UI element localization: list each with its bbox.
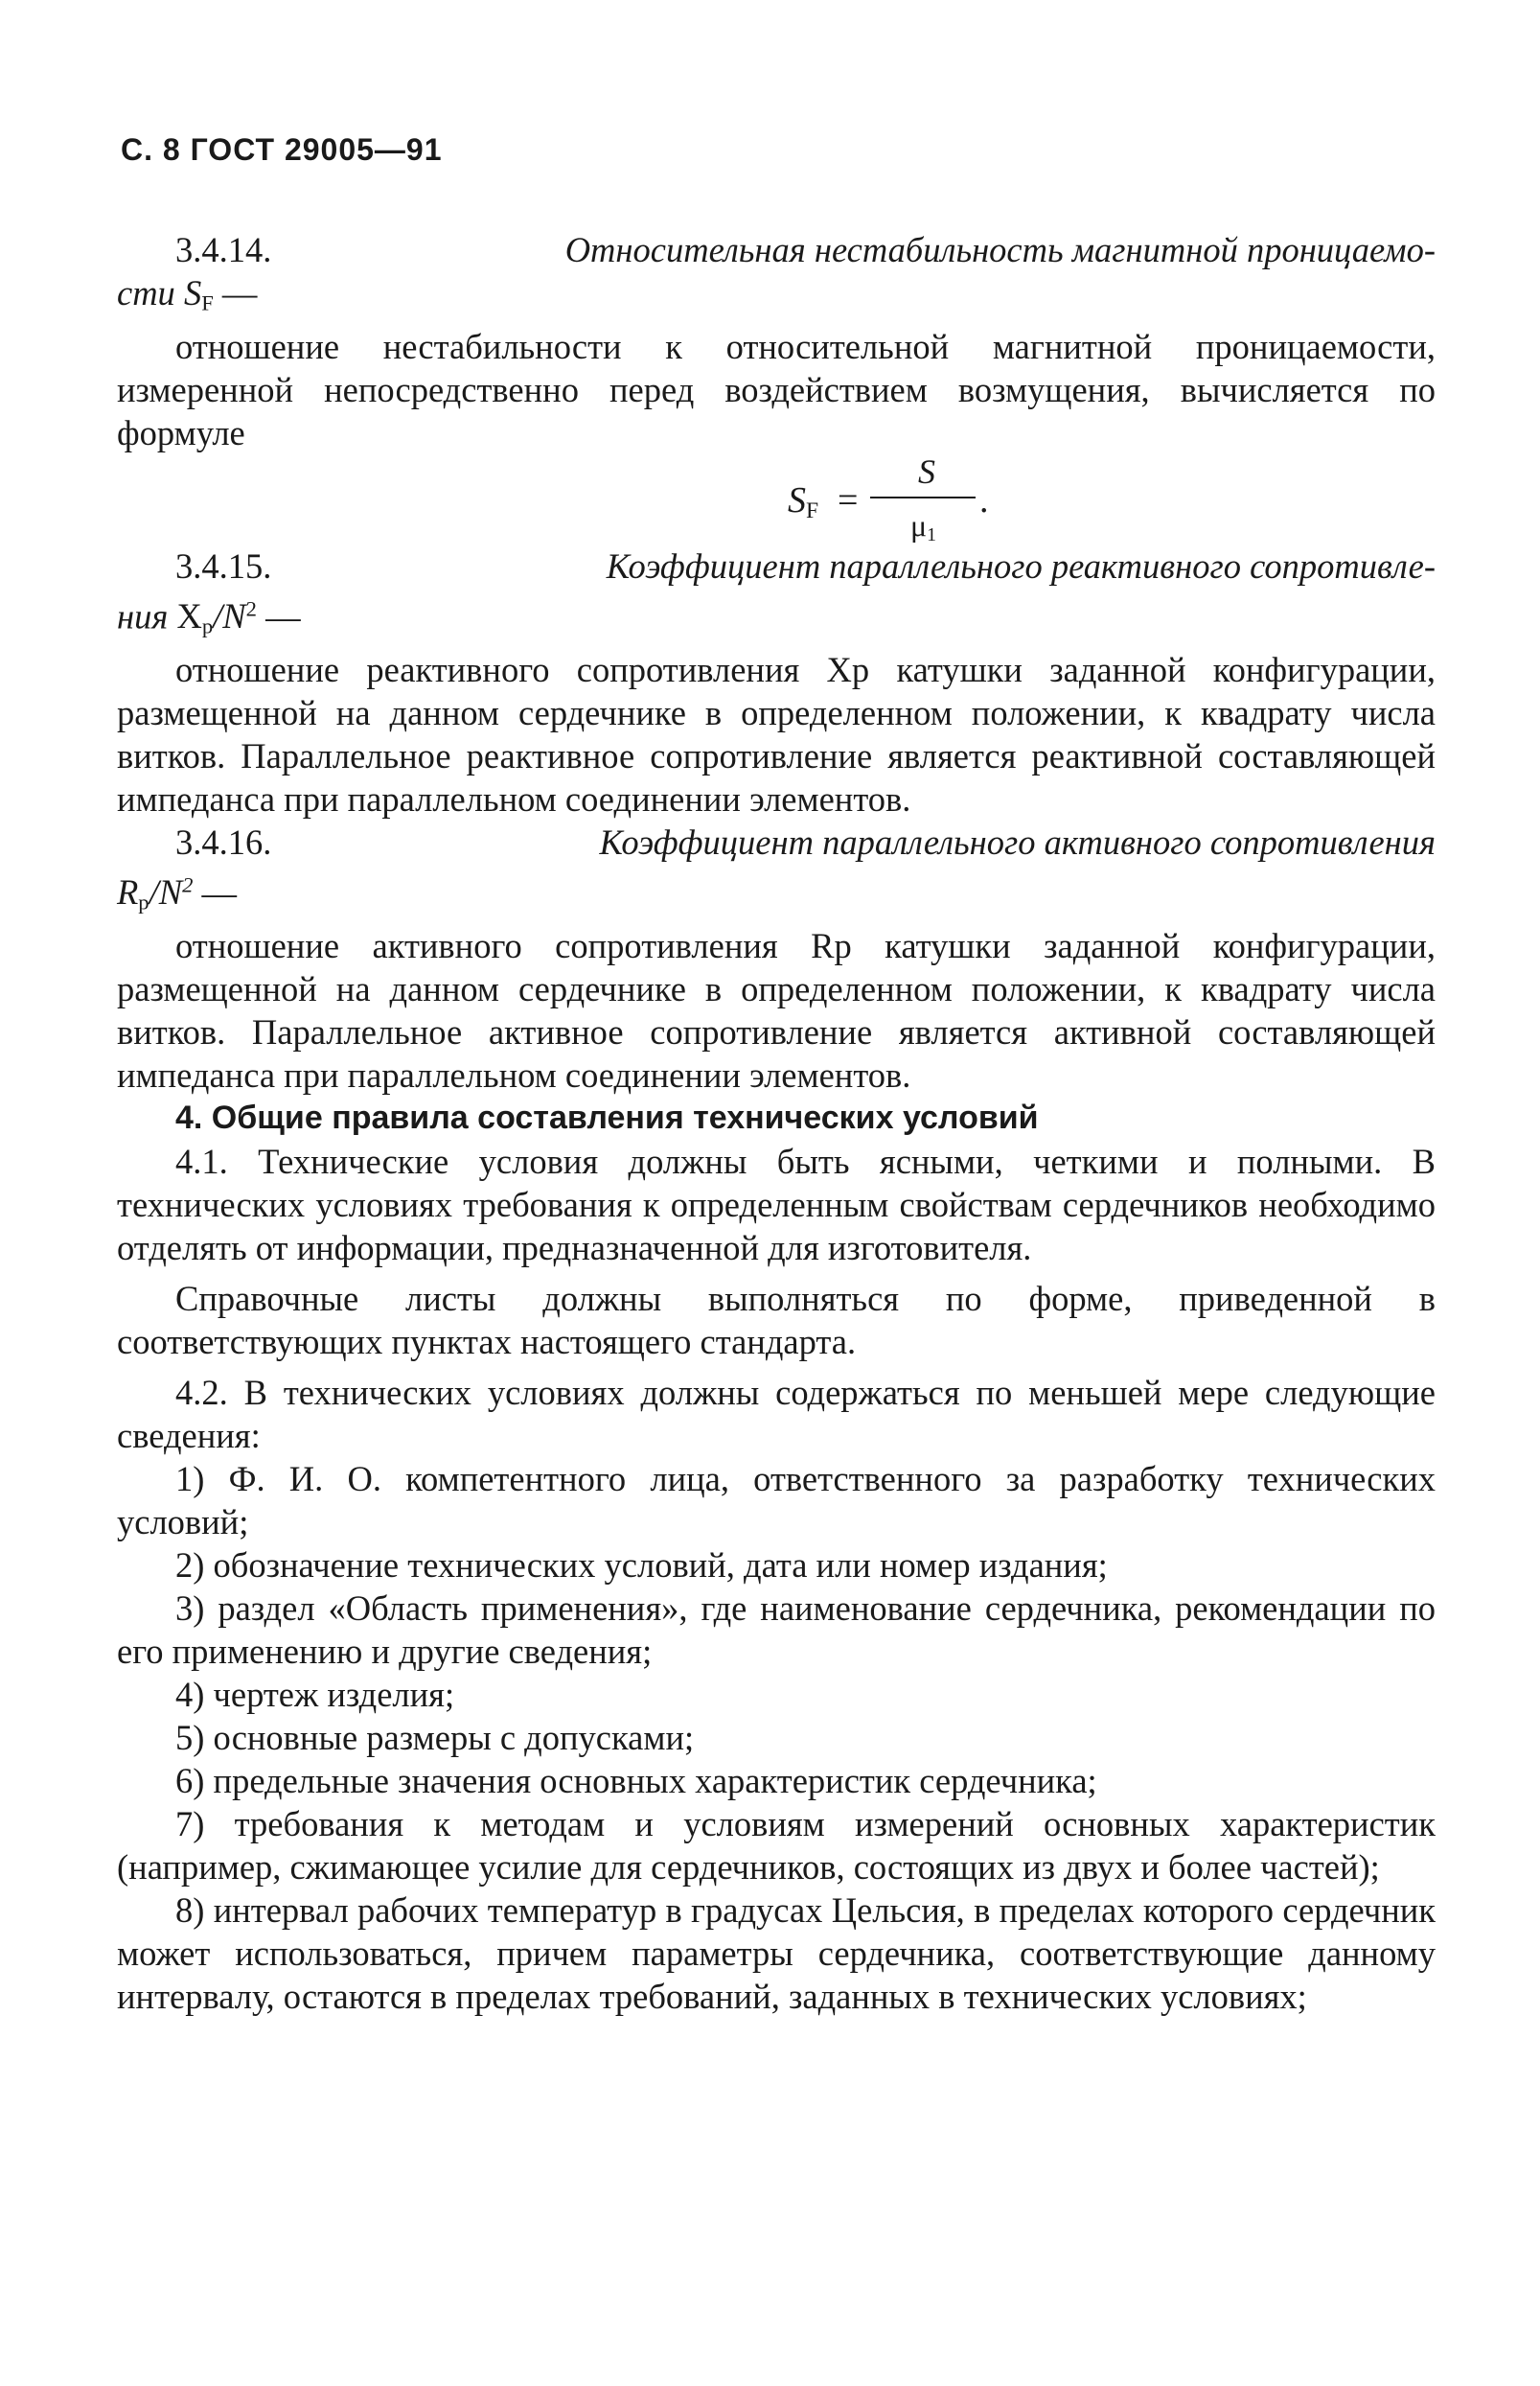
clause-number: 3.4.15. <box>175 545 272 586</box>
formula-sf <box>117 454 1436 544</box>
list-item: 6) предельные значения основных характеристик сердечника; <box>175 1760 1097 1800</box>
fraction-bar <box>870 497 976 498</box>
term-text: ния <box>117 596 169 637</box>
term-text: Коэффициент параллельного активного сопротивления <box>599 822 1436 862</box>
formula-numerator: S <box>918 452 935 491</box>
clause-3-4-14-definition: отношение нестабильности к относительной магнитной проницаемости, измеренной непосредственно перед воздействием возмущения, вычисляется по формуле <box>117 326 1436 452</box>
term-text: Коэффициент параллельного реактивного сопротивле- <box>606 545 1436 586</box>
clause-4-2: 4.2. В технических условиях должны содержаться по меньшей мере следующие сведения: <box>117 1372 1436 1455</box>
clause-3-4-16-term <box>117 821 1436 864</box>
term-dash: — <box>265 596 301 637</box>
clause-3-4-15-term <box>117 544 1436 588</box>
clause-4-1-reference-sheets: Справочные листы должны выполняться по форме, приведенной в соответствующих пунктах настоящего стандарта. <box>117 1278 1436 1361</box>
term-symbol: $S_F$ <box>183 273 214 315</box>
term-symbol: $R_p/N^2$ <box>117 872 194 915</box>
page-header: С. 8 ГОСТ 29005—91 <box>121 132 443 167</box>
clause-number: 3.4.14. <box>175 230 272 269</box>
formula-lhs: $S_F$ <box>788 479 819 523</box>
formula-end: . <box>979 479 989 521</box>
term-text: сти <box>117 273 175 313</box>
list-item: 7) требования к методам и условиям измерений основных характеристик (например, сжимающее усилие для сердечников, состоящих из двух и более частей); <box>117 1803 1436 1887</box>
clause-3-4-15-term-cont <box>117 588 1436 648</box>
term-dash: — <box>221 273 258 313</box>
term-text: Относительная нестабильность магнитной проницаемо- <box>564 230 1436 269</box>
list-item: 3) раздел «Область применения», где наименование сердечника, рекомендации по его применению и другие сведения; <box>117 1587 1436 1671</box>
clause-3-4-16-definition: отношение активного сопротивления Rp катушки заданной конфигурации, размещенной на данном сердечнике в определенном положении, к квадрату числа витков. Параллельное активное сопротивление является активной составляющей импеданса при параллельном соединении элементов. <box>117 925 1436 1095</box>
clause-3-4-14-term-cont <box>117 271 1436 325</box>
document-body <box>117 228 1436 2018</box>
clause-number: 3.4.16. <box>175 822 272 862</box>
clause-4-1: 4.1. Технические условия должны быть ясными, четкими и полными. В технических условиях требования к определенным свойствам сердечников необходимо отделять от информации, предназначенной для изготовителя. <box>117 1141 1436 1267</box>
list-item: 8) интервал рабочих температур в градусах Цельсия, в пределах которого сердечник может использоваться, причем параметры сердечника, соответствующие данному интервалу, остаются в пределах требований, заданных в технических условиях; <box>117 1889 1436 2016</box>
clause-3-4-14-term <box>117 228 1436 271</box>
formula-denominator: $\mu_1$ <box>910 507 937 545</box>
term-symbol: $X_p/N^2$ <box>176 596 257 638</box>
clause-3-4-16-term-cont <box>117 864 1436 924</box>
formula-equals: = <box>838 479 859 521</box>
list-item: 4) чертеж изделия; <box>175 1674 455 1714</box>
term-dash: — <box>201 872 238 913</box>
list-item: 5) основные размеры с допусками; <box>175 1717 695 1757</box>
list-item: 2) обозначение технических условий, дата или номер издания; <box>175 1544 1108 1585</box>
list-item: 1) Ф. И. О. компетентного лица, ответственного за разработку технических условий; <box>117 1458 1436 1541</box>
section-4-heading: 4. Общие правила составления технических условий <box>175 1099 1039 1136</box>
clause-3-4-15-definition: отношение реактивного сопротивления Xp катушки заданной конфигурации, размещенной на данном сердечнике в определенном положении, к квадрату числа витков. Параллельное реактивное сопротивление является реактивной составляющей импеданса при параллельном соединении элементов. <box>117 649 1436 819</box>
